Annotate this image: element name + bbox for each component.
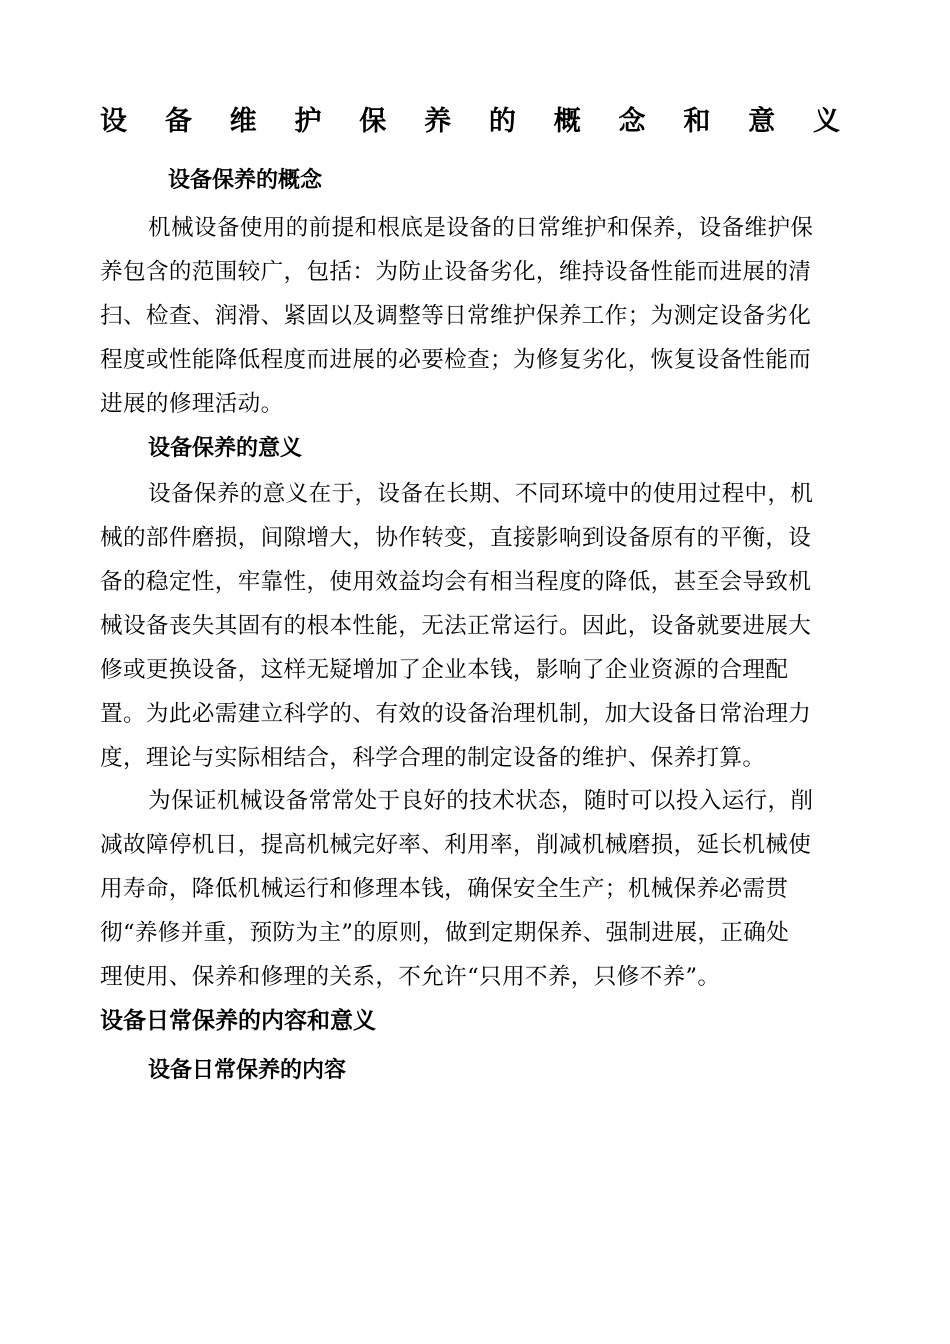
paragraph-concept (100, 206, 845, 426)
heading-concept: 设备保养的概念 (168, 168, 323, 193)
title-char: 备 (164, 106, 192, 137)
paragraph-line: 彻“养修并重，预防为主”的原则，做到定期保养、强制进展，正确处 (100, 920, 790, 946)
paragraph-line: 备的稳定性，牢靠性，使用效益均会有相当程度的降低，甚至会导致机 (100, 569, 812, 595)
paragraph-line: 机械设备使用的前提和根底是设备的日常维护和保养，设备维护保 (148, 215, 814, 241)
title-char: 的 (488, 106, 516, 137)
paragraph-line: 为保证机械设备常常处于良好的技术状态，随时可以投入运行，削 (148, 788, 814, 814)
paragraph-line: 修或更换设备，这样无疑增加了企业本钱，影响了企业资源的合理配 (100, 657, 789, 683)
paragraph-principle (100, 779, 845, 999)
paragraph-line: 度，理论与实际相结合，科学合理的制定设备的维护、保养打算。 (100, 745, 766, 771)
paragraph-line: 进展的修理活动。 (100, 391, 284, 417)
title-char: 护 (294, 106, 322, 137)
paragraph-line: 用寿命，降低机械运行和修理本钱，确保安全生产；机械保养必需贯 (100, 876, 789, 902)
title-char: 保 (359, 106, 387, 137)
title-char: 维 (229, 106, 257, 137)
paragraph-meaning (100, 472, 845, 780)
paragraph-line: 械的部件磨损，间隙增大，协作转变，直接影响到设备原有的平衡，设 (100, 525, 812, 551)
heading-daily-content: 设备日常保养的内容 (148, 1058, 347, 1083)
title-char: 意 (748, 106, 776, 137)
title-char: 和 (683, 106, 711, 137)
paragraph-line: 械设备丧失其固有的根本性能，无法正常运行。因此，设备就要进展大 (100, 613, 812, 639)
heading-meaning: 设备保养的意义 (148, 436, 303, 461)
title-char: 义 (812, 106, 840, 137)
paragraph-line: 养包含的范围较广，包括：为防止设备劣化，维持设备性能而进展的清 (100, 259, 812, 285)
title-char: 设 (100, 106, 127, 137)
document-title (100, 100, 840, 144)
title-char: 念 (618, 106, 646, 137)
paragraph-line: 减故障停机日，提高机械完好率、利用率，削减机械磨损，延长机械使 (100, 832, 812, 858)
paragraph-line: 扫、检查、润滑、紧固以及调整等日常维护保养工作；为测定设备劣化 (100, 303, 812, 329)
title-char: 概 (553, 106, 581, 137)
paragraph-line: 置。为此必需建立科学的、有效的设备治理机制，加大设备日常治理力 (100, 701, 812, 727)
heading-daily-maintenance: 设备日常保养的内容和意义 (100, 1008, 376, 1034)
paragraph-line: 理使用、保养和修理的关系，不允许“只用不养，只修不养”。 (100, 964, 721, 990)
paragraph-line: 程度或性能降低程度而进展的必要检查；为修复劣化，恢复设备性能而 (100, 347, 812, 373)
paragraph-line: 设备保养的意义在于，设备在长期、不同环境中的使用过程中，机 (148, 481, 814, 507)
title-char: 养 (424, 106, 452, 137)
